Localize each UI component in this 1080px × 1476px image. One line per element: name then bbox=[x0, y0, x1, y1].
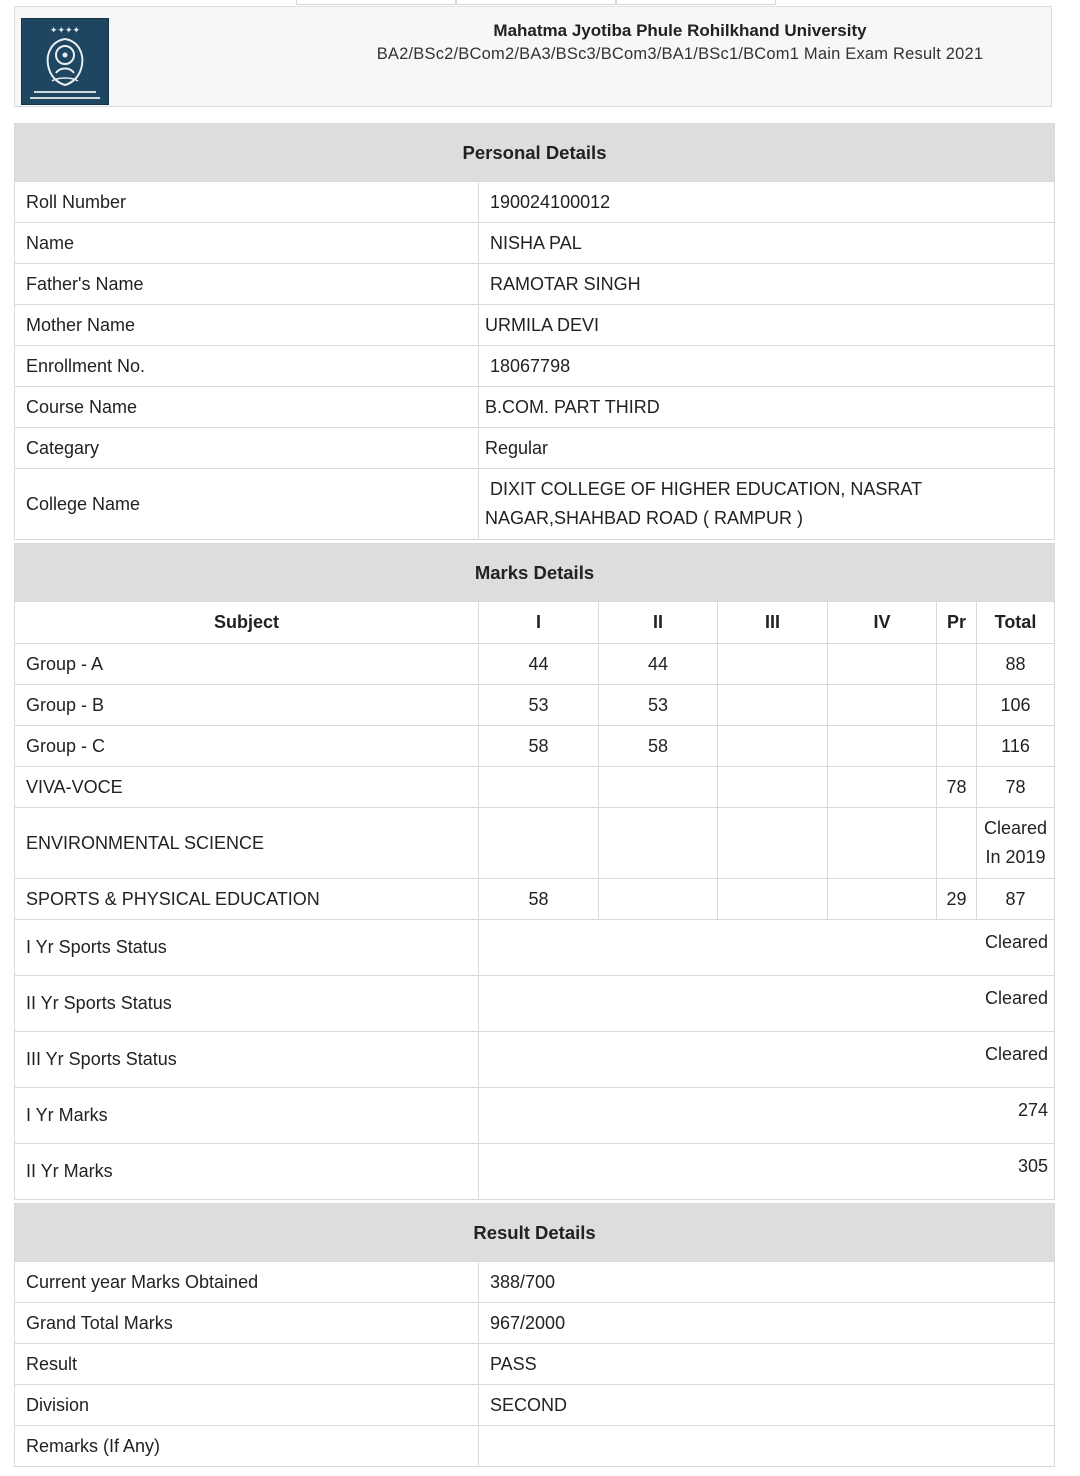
remarks-value bbox=[479, 1426, 1055, 1467]
total-cell bbox=[977, 808, 1055, 879]
paper-2-cell: 44 bbox=[599, 644, 718, 685]
subject-cell: Group - B bbox=[15, 685, 479, 726]
marks-details-heading: Marks Details bbox=[15, 544, 1055, 602]
table-row bbox=[15, 264, 1055, 305]
division-label: Division bbox=[15, 1385, 479, 1426]
col-paper-4: IV bbox=[828, 602, 937, 644]
paper-2-cell bbox=[599, 808, 718, 879]
table-row bbox=[15, 767, 1055, 808]
enrollment-value: 18067798 bbox=[479, 346, 1055, 387]
result-details-table bbox=[14, 1203, 1055, 1467]
college-name-value bbox=[479, 469, 1055, 540]
table-row bbox=[15, 644, 1055, 685]
exam-title: BA2/BSc2/BCom2/BA3/BSc3/BCom3/BA1/BSc1/BCom1 Main Exam Result 2021 bbox=[376, 45, 984, 63]
status-label: I Yr Sports Status bbox=[15, 920, 479, 976]
marks-header-row bbox=[15, 602, 1055, 644]
college-name-line2: NAGAR,SHAHBAD ROAD ( RAMPUR ) bbox=[485, 508, 804, 528]
paper-4-cell bbox=[828, 726, 937, 767]
paper-1-cell: 58 bbox=[479, 879, 599, 920]
college-name-line1: DIXIT COLLEGE OF HIGHER EDUCATION, NASRAT bbox=[490, 479, 923, 499]
total-cell: 78 bbox=[977, 767, 1055, 808]
col-practical: Pr bbox=[937, 602, 977, 644]
paper-3-cell bbox=[718, 808, 828, 879]
table-row bbox=[15, 428, 1055, 469]
enrollment-label: Enrollment No. bbox=[15, 346, 479, 387]
result-label: Result bbox=[15, 1344, 479, 1385]
result-header bbox=[14, 6, 1052, 107]
status-label: III Yr Sports Status bbox=[15, 1032, 479, 1088]
practical-cell bbox=[937, 685, 977, 726]
status-value: 274 bbox=[479, 1088, 1055, 1144]
table-row bbox=[15, 1088, 1055, 1144]
top-tab-3[interactable] bbox=[616, 0, 776, 5]
result-details-heading: Result Details bbox=[15, 1204, 1055, 1262]
status-value: Cleared bbox=[479, 920, 1055, 976]
paper-4-cell bbox=[828, 879, 937, 920]
table-row bbox=[15, 1385, 1055, 1426]
subject-cell: Group - A bbox=[15, 644, 479, 685]
total-line2: In 2019 bbox=[985, 847, 1046, 867]
course-name-value: B.COM. PART THIRD bbox=[479, 387, 1055, 428]
table-row bbox=[15, 808, 1055, 879]
table-row bbox=[15, 182, 1055, 223]
table-row bbox=[15, 469, 1055, 540]
name-label: Name bbox=[15, 223, 479, 264]
table-row bbox=[15, 1032, 1055, 1088]
remarks-label: Remarks (If Any) bbox=[15, 1426, 479, 1467]
paper-1-cell bbox=[479, 767, 599, 808]
total-cell: 116 bbox=[977, 726, 1055, 767]
table-row bbox=[15, 685, 1055, 726]
marks-details-table bbox=[14, 543, 1055, 1200]
status-label: II Yr Sports Status bbox=[15, 976, 479, 1032]
table-row bbox=[15, 387, 1055, 428]
practical-cell: 29 bbox=[937, 879, 977, 920]
status-label: I Yr Marks bbox=[15, 1088, 479, 1144]
col-subject: Subject bbox=[15, 602, 479, 644]
result-value: PASS bbox=[479, 1344, 1055, 1385]
paper-3-cell bbox=[718, 685, 828, 726]
status-value: Cleared bbox=[479, 1032, 1055, 1088]
paper-2-cell bbox=[599, 767, 718, 808]
paper-4-cell bbox=[828, 644, 937, 685]
status-label: II Yr Marks bbox=[15, 1144, 479, 1200]
university-title: Mahatma Jyotiba Phule Rohilkhand University bbox=[493, 21, 867, 40]
col-total: Total bbox=[977, 602, 1055, 644]
category-label: Categary bbox=[15, 428, 479, 469]
paper-4-cell bbox=[828, 685, 937, 726]
practical-cell bbox=[937, 808, 977, 879]
division-value: SECOND bbox=[479, 1385, 1055, 1426]
practical-cell: 78 bbox=[937, 767, 977, 808]
table-row bbox=[15, 726, 1055, 767]
roll-number-label: Roll Number bbox=[15, 182, 479, 223]
father-name-value: RAMOTAR SINGH bbox=[479, 264, 1055, 305]
mother-name-label: Mother Name bbox=[15, 305, 479, 346]
paper-3-cell bbox=[718, 726, 828, 767]
current-marks-label: Current year Marks Obtained bbox=[15, 1262, 479, 1303]
col-paper-2: II bbox=[599, 602, 718, 644]
table-row bbox=[15, 976, 1055, 1032]
subject-cell: VIVA-VOCE bbox=[15, 767, 479, 808]
table-row bbox=[15, 1144, 1055, 1200]
subject-cell: Group - C bbox=[15, 726, 479, 767]
paper-2-cell bbox=[599, 879, 718, 920]
status-value: Cleared bbox=[479, 976, 1055, 1032]
top-tab-1[interactable] bbox=[296, 0, 456, 5]
paper-3-cell bbox=[718, 767, 828, 808]
table-row bbox=[15, 1303, 1055, 1344]
col-paper-1: I bbox=[479, 602, 599, 644]
table-row bbox=[15, 1262, 1055, 1303]
grand-total-label: Grand Total Marks bbox=[15, 1303, 479, 1344]
paper-1-cell: 58 bbox=[479, 726, 599, 767]
father-name-label: Father's Name bbox=[15, 264, 479, 305]
college-name-label: College Name bbox=[15, 469, 479, 540]
current-marks-value: 388/700 bbox=[479, 1262, 1055, 1303]
category-value: Regular bbox=[479, 428, 1055, 469]
mother-name-value: URMILA DEVI bbox=[479, 305, 1055, 346]
subject-cell: SPORTS & PHYSICAL EDUCATION bbox=[15, 879, 479, 920]
practical-cell bbox=[937, 644, 977, 685]
personal-details-table bbox=[14, 123, 1055, 540]
table-row bbox=[15, 346, 1055, 387]
paper-3-cell bbox=[718, 644, 828, 685]
paper-1-cell: 44 bbox=[479, 644, 599, 685]
course-name-label: Course Name bbox=[15, 387, 479, 428]
paper-4-cell bbox=[828, 808, 937, 879]
table-row bbox=[15, 879, 1055, 920]
status-value: 305 bbox=[479, 1144, 1055, 1200]
col-paper-3: III bbox=[718, 602, 828, 644]
paper-1-cell bbox=[479, 808, 599, 879]
top-tab-2[interactable] bbox=[456, 0, 616, 5]
total-line1: Cleared bbox=[983, 818, 1048, 838]
total-cell: 106 bbox=[977, 685, 1055, 726]
svg-text:✦✦✦✦: ✦✦✦✦ bbox=[49, 26, 81, 36]
total-cell: 88 bbox=[977, 644, 1055, 685]
table-row bbox=[15, 1344, 1055, 1385]
grand-total-value: 967/2000 bbox=[479, 1303, 1055, 1344]
university-emblem-icon bbox=[21, 18, 109, 105]
total-cell: 87 bbox=[977, 879, 1055, 920]
paper-2-cell: 58 bbox=[599, 726, 718, 767]
table-row bbox=[15, 305, 1055, 346]
paper-3-cell bbox=[718, 879, 828, 920]
paper-1-cell: 53 bbox=[479, 685, 599, 726]
table-row bbox=[15, 223, 1055, 264]
practical-cell bbox=[937, 726, 977, 767]
table-row bbox=[15, 1426, 1055, 1467]
table-row bbox=[15, 920, 1055, 976]
name-value: NISHA PAL bbox=[479, 223, 1055, 264]
roll-number-value: 190024100012 bbox=[479, 182, 1055, 223]
paper-4-cell bbox=[828, 767, 937, 808]
personal-details-heading: Personal Details bbox=[15, 124, 1055, 182]
paper-2-cell: 53 bbox=[599, 685, 718, 726]
subject-cell: ENVIRONMENTAL SCIENCE bbox=[15, 808, 479, 879]
